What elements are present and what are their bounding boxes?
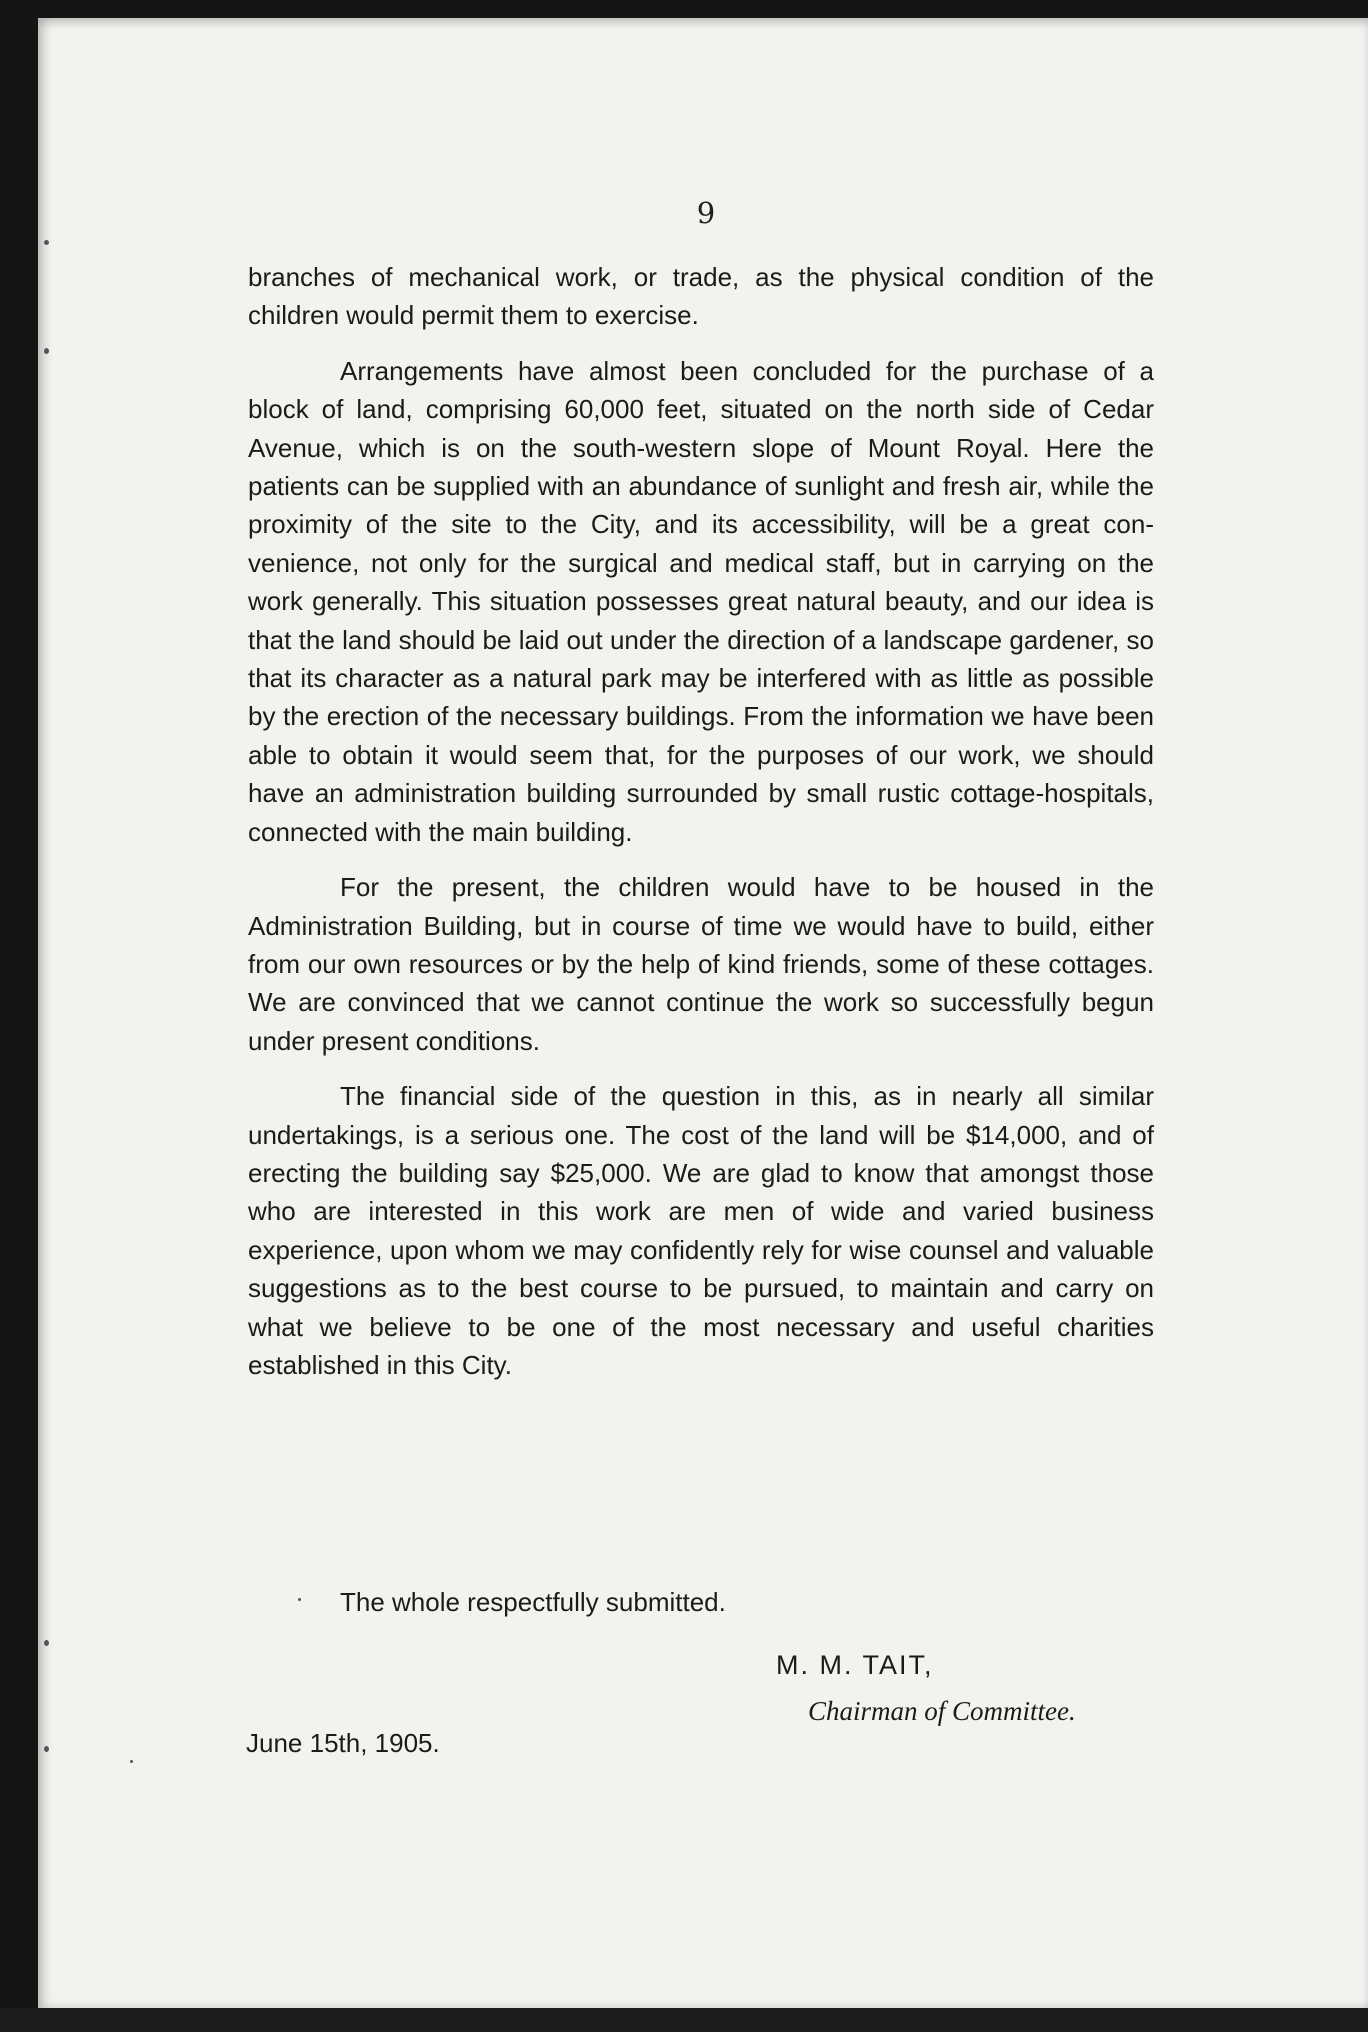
signature-title: Chairman of Committee. [808, 1696, 1076, 1726]
paragraph-housing: For the present, the children would have to be housed in the Administration Building, but in course of time we would have to build, either from our own resources or by the help of kind friends, some of these cottages. We are convinced that we cannot continue the work so successfully begun under present conditions. [248, 872, 1154, 1056]
report-date: June 15th, 1905. [246, 1728, 440, 1758]
scan-speck [44, 1746, 49, 1752]
scan-speck [44, 348, 49, 354]
signature-name: M. M. TAIT, [776, 1650, 934, 1680]
scan-speck [44, 1640, 49, 1646]
scan-speck [44, 240, 49, 245]
body-text [248, 258, 1154, 1384]
closing-line: The whole respectfully submitted. [340, 1587, 726, 1617]
paragraph-continuation: branches of mechanical work, or trade, as the physical condition of the children would permit them to exercise. [248, 262, 1154, 331]
paragraph-financial: The financial side of the question in this, as in nearly all similar undertakings, is a serious one. The cost of the land will be $14,000, and of erecting the building say $25,000. We are glad to know that amongst those who are interested in this work are men of wide and varied business experience, upon whom we may confidently rely for wise counsel and valuable suggestions as to the best course to be pursued, to maintain and carry on what we believe to be one of the most necessary and useful charities established in this City. [248, 1081, 1154, 1380]
paragraph-land-purchase: Arrangements have almost been concluded for the purchase of a block of land, comprising 60,000 feet, situated on the north side of Cedar Avenue, which is on the south-western slope of Mount Royal. Here the patients can be supplied with an abundance of sunlight and fresh air, while the proximity of the site to the City, and its accessibility, will be a great convenience, not only for the surgical and medical staff, but in carrying on the work generally. This situation possesses great natural beauty, and our idea is that the land should be laid out under the direction of a landscape gardener, so that its character as a natural park may be interfered with as little as possible by the erection of the necessary buildings. From the information we have been able to obtain it would seem that, for the purposes of our work, we should have an administration building surrounded by small rustic cottage-hospitals, connected with the main building. [248, 355, 1154, 847]
scan-speck [130, 1760, 133, 1763]
scan-speck [298, 1598, 301, 1601]
scan-bottom-border [0, 2008, 1368, 2032]
page-number: 9 [696, 196, 716, 230]
